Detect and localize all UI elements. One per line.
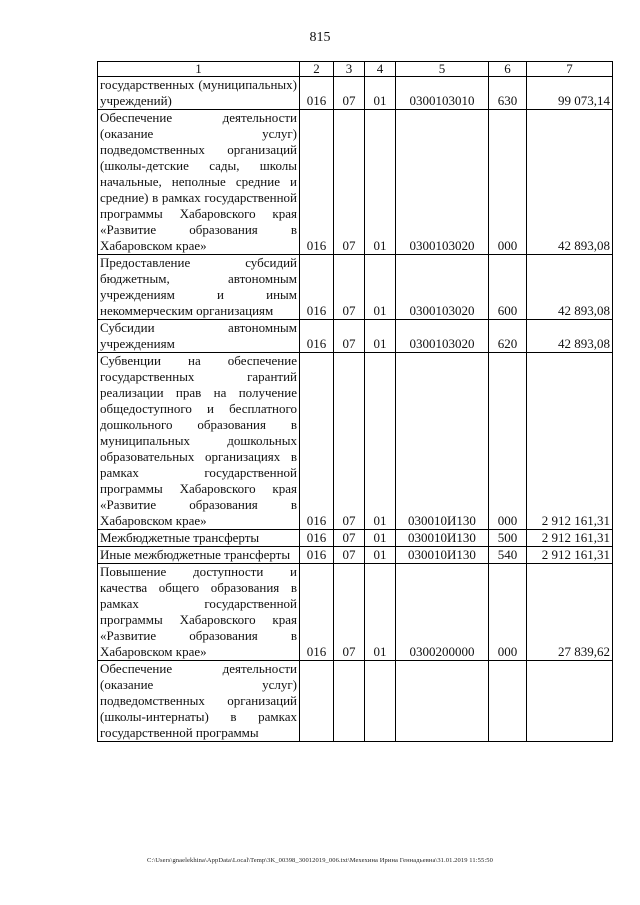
section-code: 07 <box>334 320 365 353</box>
subsection-code: 01 <box>365 320 396 353</box>
table-row <box>98 530 613 547</box>
table-row <box>98 564 613 661</box>
ministry-code: 016 <box>300 110 334 255</box>
subsection-code <box>365 661 396 742</box>
ministry-code: 016 <box>300 77 334 110</box>
ministry-code: 016 <box>300 564 334 661</box>
section-code: 07 <box>334 110 365 255</box>
subsection-code: 01 <box>365 564 396 661</box>
expense-type-code: 000 <box>489 564 527 661</box>
expense-type-code: 500 <box>489 530 527 547</box>
column-header: 6 <box>489 62 527 77</box>
target-article-code: 0300103010 <box>396 77 489 110</box>
amount: 42 893,08 <box>527 255 613 320</box>
subsection-code: 01 <box>365 353 396 530</box>
target-article-code <box>396 661 489 742</box>
amount: 42 893,08 <box>527 110 613 255</box>
row-name: государственных (муниципальных) учреждений) <box>98 77 300 110</box>
ministry-code: 016 <box>300 530 334 547</box>
row-name: Повышение доступности и качества общего образования в рамках государственной программы Хабаровского края «Развитие образования в Хабаровском крае» <box>98 564 300 661</box>
column-header: 3 <box>334 62 365 77</box>
amount: 27 839,62 <box>527 564 613 661</box>
section-code: 07 <box>334 530 365 547</box>
ministry-code: 016 <box>300 353 334 530</box>
column-header: 2 <box>300 62 334 77</box>
row-name: Иные межбюджетные трансферты <box>98 547 300 564</box>
subsection-code: 01 <box>365 110 396 255</box>
expense-type-code: 630 <box>489 77 527 110</box>
ministry-code <box>300 661 334 742</box>
row-name: Обеспечение деятельности (оказание услуг) подведомственных организаций (школы-интернаты) в рамках государственной программы <box>98 661 300 742</box>
amount: 2 912 161,31 <box>527 530 613 547</box>
column-header: 4 <box>365 62 396 77</box>
ministry-code: 016 <box>300 547 334 564</box>
row-name: Межбюджетные трансферты <box>98 530 300 547</box>
target-article-code: 0300103020 <box>396 255 489 320</box>
table-row <box>98 110 613 255</box>
column-header: 1 <box>98 62 300 77</box>
row-name: Предоставление субсидий бюджетным, автономным учреждениям и иным некоммерческим организациям <box>98 255 300 320</box>
expense-type-code: 000 <box>489 353 527 530</box>
amount: 99 073,14 <box>527 77 613 110</box>
amount: 2 912 161,31 <box>527 353 613 530</box>
section-code: 07 <box>334 255 365 320</box>
subsection-code: 01 <box>365 530 396 547</box>
amount <box>527 661 613 742</box>
table-row <box>98 255 613 320</box>
table-header-row <box>98 62 613 77</box>
section-code: 07 <box>334 564 365 661</box>
subsection-code: 01 <box>365 255 396 320</box>
section-code: 07 <box>334 353 365 530</box>
subsection-code: 01 <box>365 77 396 110</box>
table-row <box>98 547 613 564</box>
column-header: 5 <box>396 62 489 77</box>
section-code: 07 <box>334 547 365 564</box>
file-path-footer: C:\Users\gnaelekhina\AppData\Local\Temp\3K_00398_30012019_006.txt\Мехехина Ирина Геннадьевна\31.01.2019 11:55:50 <box>147 857 493 864</box>
expense-type-code: 620 <box>489 320 527 353</box>
amount: 2 912 161,31 <box>527 547 613 564</box>
row-name: Обеспечение деятельности (оказание услуг) подведомственных организаций (школы-детские сады, школы начальные, неполные средние и средние) в рамках государственной программы Хабаровского края «Развитие образования в Хабаровском крае» <box>98 110 300 255</box>
table-row <box>98 353 613 530</box>
ministry-code: 016 <box>300 320 334 353</box>
expense-type-code: 600 <box>489 255 527 320</box>
amount: 42 893,08 <box>527 320 613 353</box>
target-article-code: 0300103020 <box>396 320 489 353</box>
table-row <box>98 320 613 353</box>
target-article-code: 030010И130 <box>396 530 489 547</box>
row-name: Субсидии автономным учреждениям <box>98 320 300 353</box>
section-code <box>334 661 365 742</box>
table-row <box>98 77 613 110</box>
budget-table <box>97 61 613 742</box>
target-article-code: 0300103020 <box>396 110 489 255</box>
expense-type-code: 540 <box>489 547 527 564</box>
row-name: Субвенции на обеспечение государственных гарантий реализации прав на получение общедоступного и бесплатного дошкольного образования в муниципальных дошкольных образовательных организациях в рамках государственной программы Хабаровского края «Развитие образования в Хабаровском крае» <box>98 353 300 530</box>
page-number: 815 <box>309 30 331 45</box>
target-article-code: 0300200000 <box>396 564 489 661</box>
column-header: 7 <box>527 62 613 77</box>
table-row <box>98 661 613 742</box>
expense-type-code <box>489 661 527 742</box>
subsection-code: 01 <box>365 547 396 564</box>
target-article-code: 030010И130 <box>396 353 489 530</box>
target-article-code: 030010И130 <box>396 547 489 564</box>
section-code: 07 <box>334 77 365 110</box>
expense-type-code: 000 <box>489 110 527 255</box>
ministry-code: 016 <box>300 255 334 320</box>
